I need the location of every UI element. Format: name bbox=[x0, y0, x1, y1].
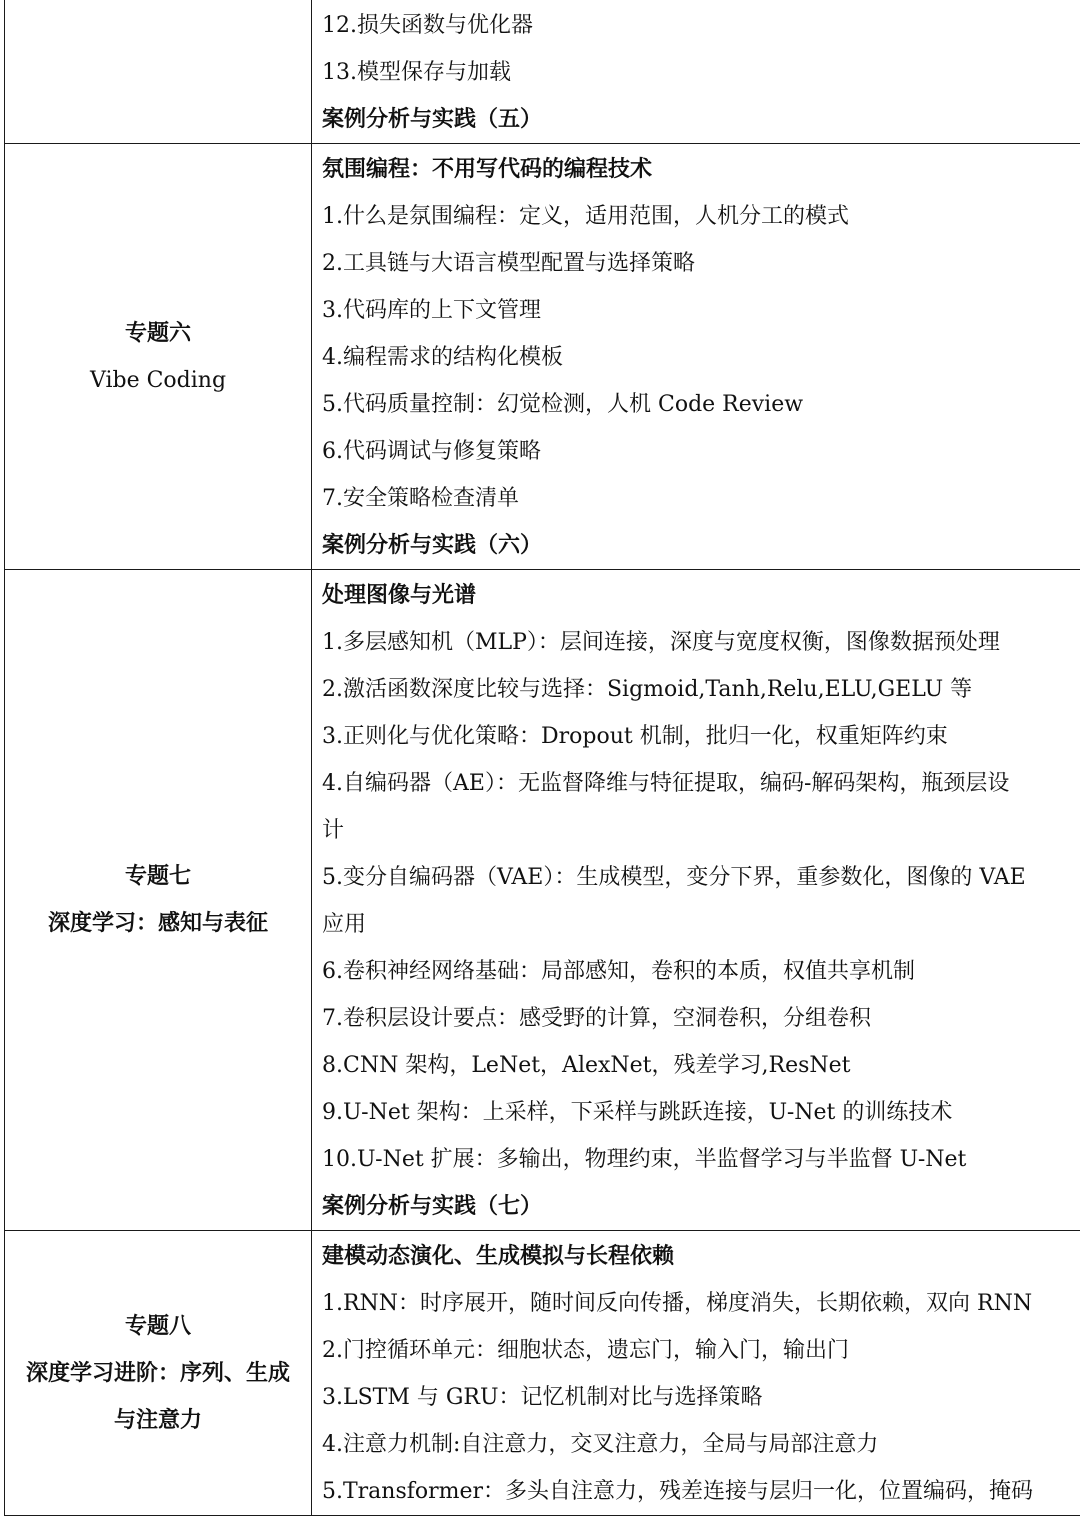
table-row bbox=[5, 144, 1080, 570]
table-row bbox=[5, 570, 1080, 1231]
topic-title: 专题六 bbox=[5, 310, 311, 357]
topic-cell bbox=[5, 144, 312, 570]
topic-cell bbox=[5, 0, 312, 144]
content-list bbox=[312, 570, 1080, 1230]
topic-subtitle: 深度学习：感知与表征 bbox=[5, 900, 311, 947]
topic-cell bbox=[5, 1231, 312, 1516]
section-heading: 案例分析与实践（五） bbox=[322, 96, 1080, 143]
list-item: 6.代码调试与修复策略 bbox=[322, 428, 1080, 475]
list-item: 5.Transformer：多头自注意力，残差连接与层归一化，位置编码，掩码 bbox=[322, 1468, 1080, 1515]
table-row bbox=[5, 1231, 1080, 1516]
section-heading: 案例分析与实践（七） bbox=[322, 1183, 1080, 1230]
list-item: 5.代码质量控制：幻觉检测，人机 Code Review bbox=[322, 381, 1080, 428]
list-item: 1.什么是氛围编程：定义，适用范围，人机分工的模式 bbox=[322, 193, 1080, 240]
list-item: 计 bbox=[322, 807, 1080, 854]
topic-cell bbox=[5, 570, 312, 1231]
list-item: 应用 bbox=[322, 901, 1080, 948]
list-item: 4.注意力机制:自注意力，交叉注意力，全局与局部注意力 bbox=[322, 1421, 1080, 1468]
list-item: 3.代码库的上下文管理 bbox=[322, 287, 1080, 334]
list-item: 7.安全策略检查清单 bbox=[322, 475, 1080, 522]
course-table bbox=[4, 0, 1080, 1516]
list-item: 10.U-Net 扩展：多输出，物理约束，半监督学习与半监督 U-Net bbox=[322, 1136, 1080, 1183]
section-heading: 案例分析与实践（六） bbox=[322, 522, 1080, 569]
content-cell bbox=[312, 0, 1080, 144]
list-item: 5.变分自编码器（VAE）：生成模型，变分下界，重参数化，图像的 VAE bbox=[322, 854, 1080, 901]
list-item: 12.损失函数与优化器 bbox=[322, 2, 1080, 49]
list-item: 9.U-Net 架构：上采样，下采样与跳跃连接，U-Net 的训练技术 bbox=[322, 1089, 1080, 1136]
topic-subtitle: Vibe Coding bbox=[5, 357, 311, 404]
list-item: 8.CNN 架构，LeNet，AlexNet，残差学习,ResNet bbox=[322, 1042, 1080, 1089]
section-heading: 建模动态演化、生成模拟与长程依赖 bbox=[322, 1233, 1080, 1280]
topic-subtitle: 深度学习进阶：序列、生成 bbox=[5, 1350, 311, 1397]
course-table-page bbox=[4, 0, 1078, 1516]
list-item: 6.卷积神经网络基础：局部感知，卷积的本质，权值共享机制 bbox=[322, 948, 1080, 995]
content-list bbox=[312, 144, 1080, 569]
list-item: 1.RNN：时序展开，随时间反向传播，梯度消失，长期依赖，双向 RNN bbox=[322, 1280, 1080, 1327]
content-list bbox=[312, 0, 1080, 143]
list-item: 2.门控循环单元：细胞状态，遗忘门，输入门，输出门 bbox=[322, 1327, 1080, 1374]
content-cell bbox=[312, 1231, 1080, 1516]
list-item: 7.卷积层设计要点：感受野的计算，空洞卷积，分组卷积 bbox=[322, 995, 1080, 1042]
list-item: 1.多层感知机（MLP）：层间连接，深度与宽度权衡，图像数据预处理 bbox=[322, 619, 1080, 666]
list-item: 4.编程需求的结构化模板 bbox=[322, 334, 1080, 381]
list-item: 3.正则化与优化策略：Dropout 机制，批归一化，权重矩阵约束 bbox=[322, 713, 1080, 760]
content-list bbox=[312, 1231, 1080, 1515]
topic-subtitle: 与注意力 bbox=[5, 1397, 311, 1444]
section-heading: 氛围编程：不用写代码的编程技术 bbox=[322, 146, 1080, 193]
content-cell bbox=[312, 144, 1080, 570]
list-item: 2.激活函数深度比较与选择：Sigmoid,Tanh,Relu,ELU,GELU 等 bbox=[322, 666, 1080, 713]
list-item: 13.模型保存与加载 bbox=[322, 49, 1080, 96]
list-item: 4.自编码器（AE）：无监督降维与特征提取，编码-解码架构，瓶颈层设 bbox=[322, 760, 1080, 807]
table-row bbox=[5, 0, 1080, 144]
content-cell bbox=[312, 570, 1080, 1231]
section-heading: 处理图像与光谱 bbox=[322, 572, 1080, 619]
topic-title: 专题八 bbox=[5, 1303, 311, 1350]
topic-title: 专题七 bbox=[5, 853, 311, 900]
list-item: 2.工具链与大语言模型配置与选择策略 bbox=[322, 240, 1080, 287]
list-item: 3.LSTM 与 GRU：记忆机制对比与选择策略 bbox=[322, 1374, 1080, 1421]
